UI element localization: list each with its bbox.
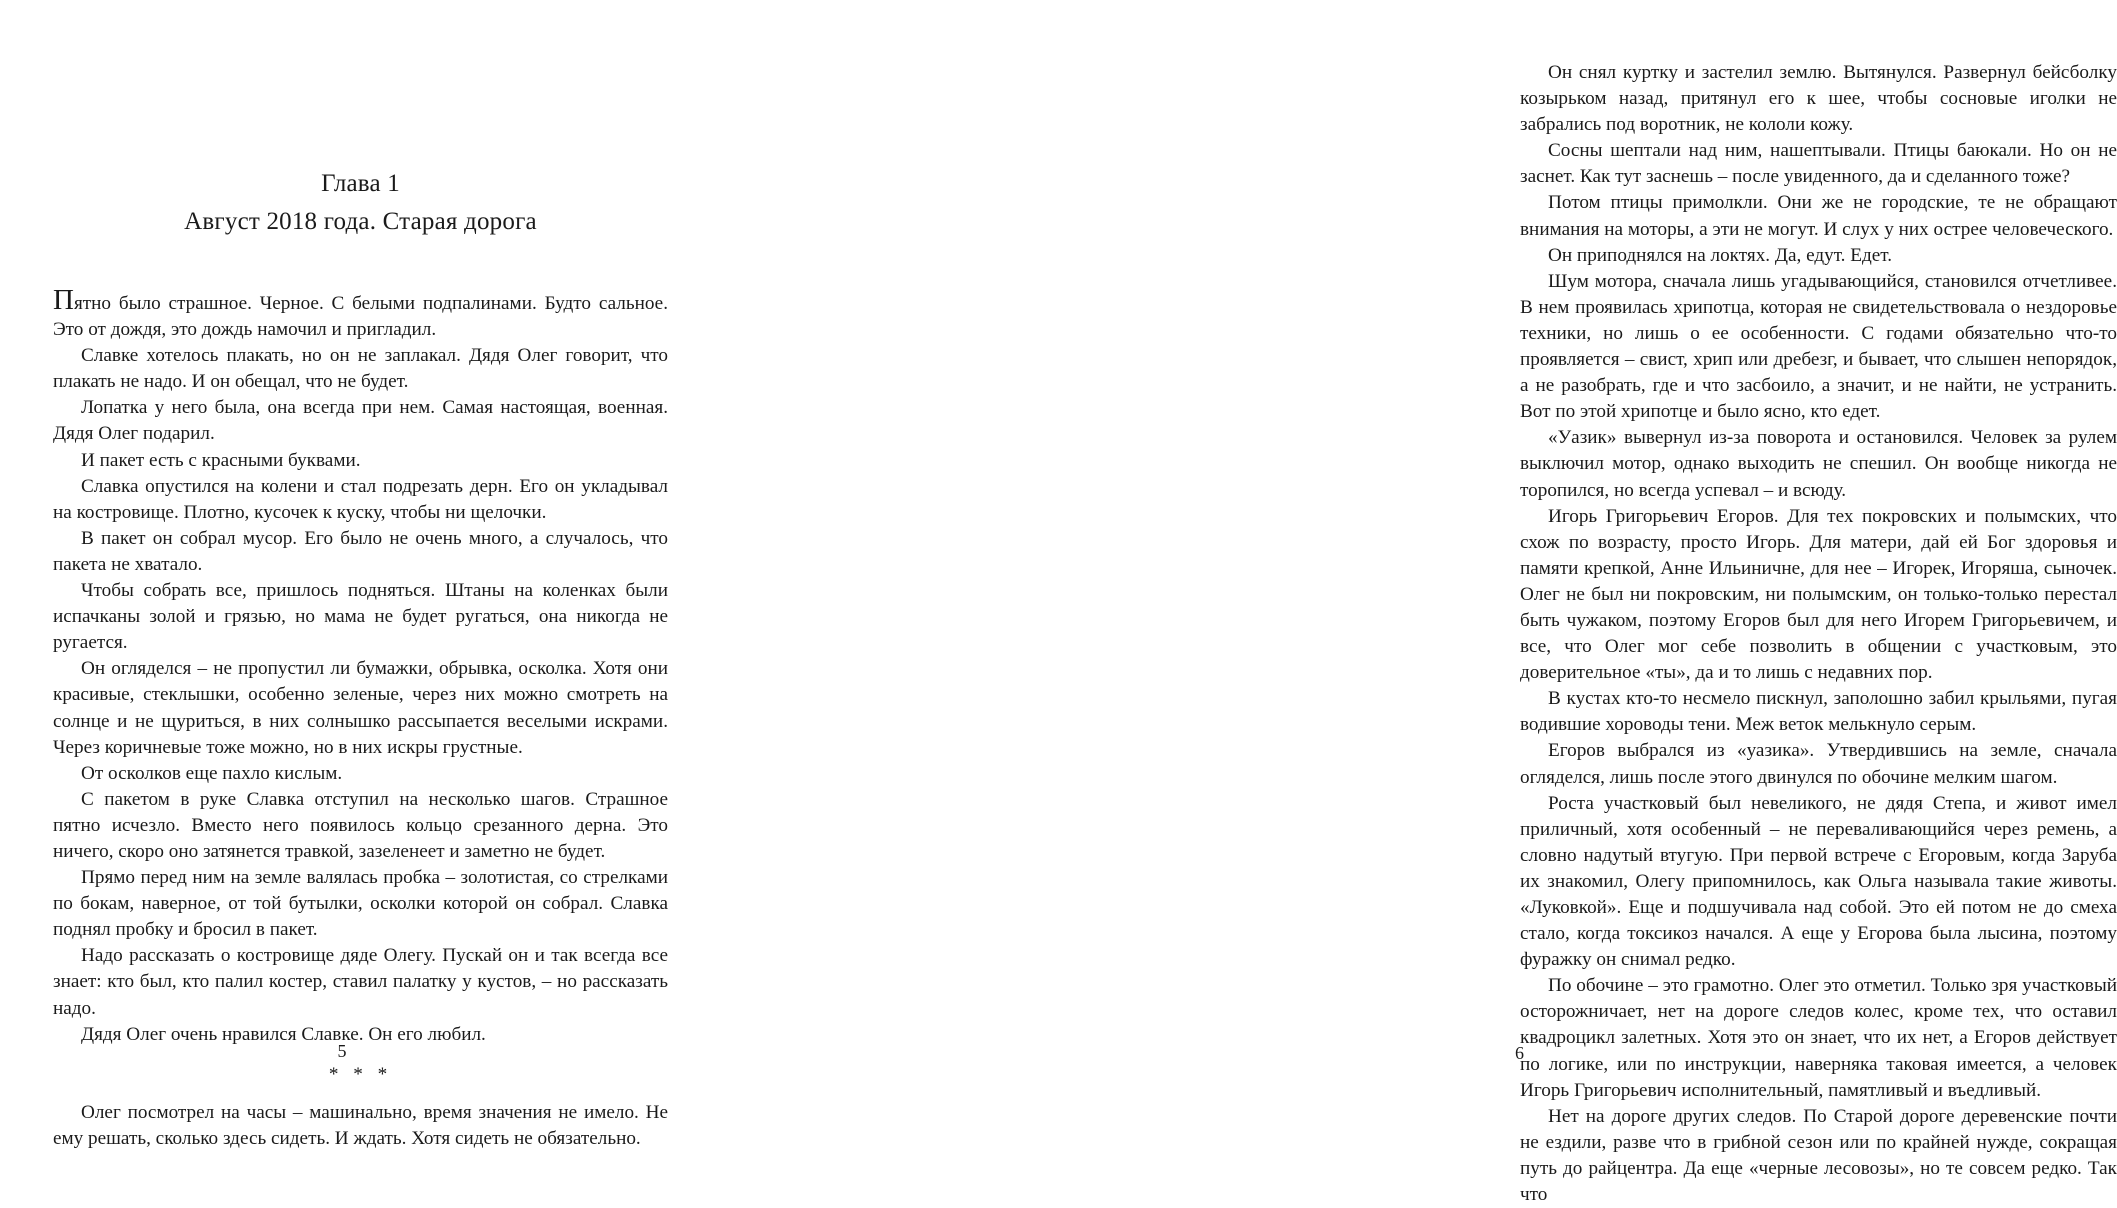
paragraph: Сосны шептали над ним, нашептывали. Птицы баюкали. Но он не заснет. Как тут заснешь – после увиденного, да и сделанного тоже? (1520, 140, 2117, 188)
paragraph: Роста участковый был невеликого, не дядя Степа, и живот имел приличный, хотя особенный – не переваливающийся через ремень, а словно надутый втугую. При первой встрече с Егоровым, когда Заруба их знакомил, Олегу припомнилось, как Ольга называла такие животы. «Луковкой». Еще и подшучивала над собой. Это ей потом не до смеха стало, когда токсикоз начался. А еще у Егорова была лысина, поэтому фуражку он снимал редко. (1520, 792, 2117, 971)
paragraph: В пакет он собрал мусор. Его было не очень много, а случалось, что пакета не хватало. (53, 527, 668, 575)
right-page (722, 0, 2117, 1206)
paragraph: И пакет есть с красными буквами. (81, 449, 361, 471)
paragraph: В кустах кто-то несмело пискнул, заполошно забил крыльями, пугая водившие хороводы тени. Меж веток мелькнуло серым. (1520, 688, 2117, 736)
chapter-subtitle: Август 2018 года. Старая дорога (184, 208, 537, 235)
paragraph: «Уазик» вывернул из-за поворота и остановился. Человек за рулем выключил мотор, однако выходить не спешил. Он вообще никогда не торопился, но всегда успевал – и всюду. (1520, 427, 2117, 501)
paragraph: Егоров выбрался из «уазика». Утвердившись на земле, сначала огляделся, лишь после этого двинулся по обочине мелким шагом. (1520, 740, 2117, 788)
paragraph: Игорь Григорьевич Егоров. Для тех покровских и полымских, что схож по возрасту, просто Игорь. Для матери, дай ей Бог здоровья и памяти крепкой, Анне Ильиничне, для нее – Игорек, Игоряша, сыночек. Олег не был ни покровским, ни полымским, он только-только перестал быть чужаком, поэтому Егоров был для него Игорем Григорьевичем, и все, что Олег мог себе позволить в общении с участковым, это доверительное «ты», да и то лишь с недавних пор. (1520, 505, 2117, 684)
paragraph: Чтобы собрать все, пришлось подняться. Штаны на коленках были испачканы золой и грязью, но мама не будет ругаться, она никогда не ругается. (53, 580, 668, 654)
page-number-left: 5 (337, 1041, 347, 1061)
scene-divider: * * * (328, 1063, 393, 1085)
paragraph-text: ятно было страшное. Черное. С белыми подпалинами. Будто сальное. Это от дождя, это дождь намочил и пригладил. (53, 293, 668, 341)
paragraph: Славка опустился на колени и стал подрезать дерн. Его он укладывал на костровище. Плотно, кусочек к куску, чтобы ни щелочки. (53, 475, 668, 523)
chapter-number: Глава 1 (321, 170, 400, 197)
paragraph: От осколков еще пахло кислым. (81, 762, 343, 784)
left-page-text-block (53, 165, 668, 1152)
paragraph: По обочине – это грамотно. Олег это отметил. Только зря участковый осторожничает, нет на дороге следов колес, кроме тех, что оставил квадроцикл залетных. Хотя это он знает, что их нет, а Егоров действует по логике, или по инструкции, наверняка таковая имеется, а человек Игорь Григорьевич исполнительный, памятливый и въедливый. (1520, 975, 2117, 1101)
paragraph: Прямо перед ним на земле валялась пробка – золотистая, со стрелками по бокам, наверное, от той бутылки, осколки которой он собрал. Славка поднял пробку и бросил в пакет. (53, 867, 668, 941)
paragraph: Он приподнялся на локтях. Да, едут. Едет. (1548, 244, 1892, 266)
paragraph: Он огляделся – не пропустил ли бумажки, обрывка, осколка. Хотя они красивые, стеклышки, особенно зеленые, через них можно смотреть на солнце и не щуриться, в них солнышко рассыпается веселыми искрами. Через коричневые тоже можно, но в них искры грустные. (53, 658, 668, 758)
paragraph: Он снял куртку и застелил землю. Вытянулся. Развернул бейсболку козырьком назад, притянул его к шее, чтобы сосновые иголки не забрались под воротник, не кололи кожу. (1520, 62, 2117, 136)
paragraph: Шум мотора, сначала лишь угадывающийся, становился отчетливее. В нем проявилась хрипотца, которая не свидетельствовала о нездоровье техники, но лишь о ее особенности. С годами обязательно что-то проявляется – свист, хрип или дребезг, и бывает, что слышен непорядок, а не разобрать, где и что засбоило, а значит, и не найти, не устранить. Вот по этой хрипотце и было ясно, кто едет. (1520, 270, 2117, 423)
right-page-text-block (1520, 60, 2117, 1208)
paragraph: Нет на дороге других следов. По Старой дороге деревенские почти не ездили, разве что в грибной сезон или по крайней нужде, сокращая путь до райцентра. Да еще «черные лесовозы», но те совсем редко. Так что (1520, 1105, 2117, 1206)
heading-spacer (53, 241, 668, 291)
chapter-heading (53, 165, 668, 241)
page-number-right: 6 (1515, 1043, 1524, 1063)
paragraph (53, 284, 668, 343)
paragraph: Дядя Олег очень нравился Славке. Он его любил. (81, 1023, 486, 1045)
paragraph: С пакетом в руке Славка отступил на несколько шагов. Страшное пятно исчезло. Вместо него появилось кольцо срезанного дерна. Это ничего, скоро оно затянется травкой, зазеленеет и заметно не будет. (53, 788, 668, 862)
paragraph: Олег посмотрел на часы – машинально, время значения не имело. Не ему решать, сколько здесь сидеть. И ждать. Хотя сидеть не обязательно. (53, 1101, 668, 1149)
paragraph: Лопатка у него была, она всегда при нем. Самая настоящая, военная. Дядя Олег подарил. (53, 397, 668, 445)
paragraph: Славке хотелось плакать, но он не заплакал. Дядя Олег говорит, что плакать не надо. И он обещал, что не будет. (53, 345, 668, 393)
paragraph: Надо рассказать о костровище дяде Олегу. Пускай он и так всегда все знает: кто был, кто палил костер, ставил палатку у кустов, – но рассказать надо. (53, 945, 668, 1019)
paragraph: Потом птицы примолкли. Они же не городские, те не обращают внимания на моторы, а эти не могут. И слух у них острее человеческого. (1520, 192, 2117, 240)
drop-cap: П (53, 284, 74, 316)
left-page (0, 0, 722, 1149)
